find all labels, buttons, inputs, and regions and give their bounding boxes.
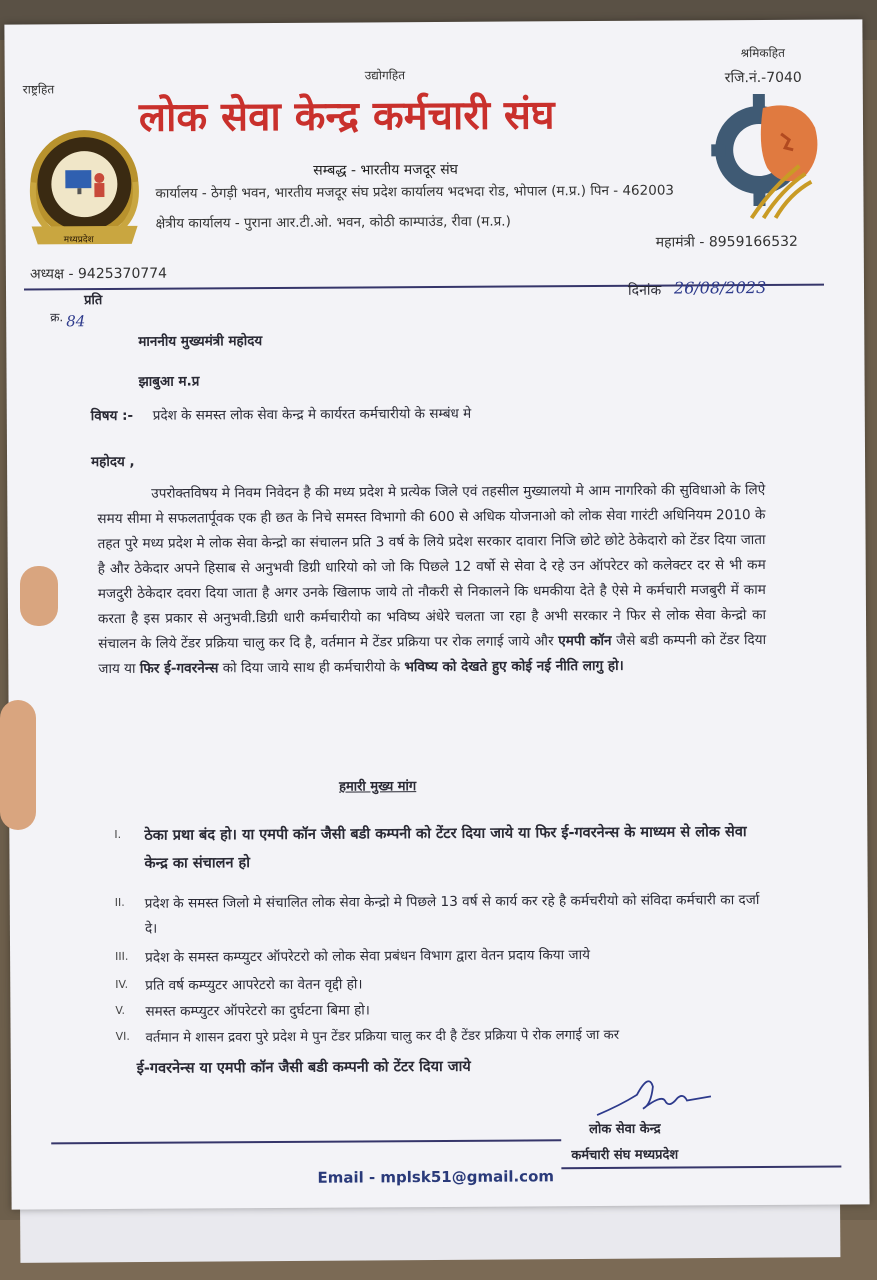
holding-finger-bottom [0, 700, 36, 830]
registration-number: रजि.नं.-7040 [724, 69, 802, 87]
signature-line-1: लोक सेवा केन्द्र [589, 1121, 661, 1138]
recipient-place: झाबुआ म.प्र [138, 373, 200, 390]
salutation: महोदय , [91, 453, 135, 471]
signature-mark [591, 1064, 731, 1125]
body-text-3: को दिया जाये साथ ही कर्मचारीयो के [222, 659, 401, 677]
organization-title: लोक सेवा केन्द्र कर्मचारी संघ [138, 91, 555, 141]
subject-text: प्रदेश के समस्त लोक सेवा केन्द्र मे कार्यरत कर्मचारीयो के सम्बंध मे [152, 405, 472, 424]
right-tag: श्रमिकहित [740, 45, 785, 61]
body-bold-egov: फिर ई-गवरनेन्स [139, 660, 219, 677]
demand-text: समस्त कम्प्युटर ऑपरेटरो का दुर्घटना बिमा हो। [145, 1002, 370, 1020]
demand-item-5 [115, 996, 775, 1025]
demand-text: प्रदेश के समस्त कम्प्युटर ऑपरेटरो को लोक सेवा प्रबंधन विभाग द्वारा वेतन प्रदाय किया जाये [145, 947, 591, 966]
body-text: उपरोक्तविषय मे निवम निवेदन है की मध्य प्रदेश मे प्रत्येक जिले एवं तहसील मुख्यालयो मे आम नागरिको की सुविधाओ के लिऐ समय सीमा मे सफलतार्पूवक एक ही छत के निचे समस्त विभागो की 600 से अधिक योजनाओ को लोक सेवा गारंटी अधिनियम 2010 के तहत पुरे मध्य प्रदेश मे लोक सेवा केन्द्रो का संचालन प्रति 3 वर्ष के लिये प्रदेश सरकार दावारा निजि छोटे छोटे ठेकेदारो को टेंडर दिया जाता है और ठेकेदार अपने हिसाब से अनुभवी डिग्री धारियो को जो कि पिछले 12 वर्षो से सेवा दे रहे उन ऑपरेटर को कलेक्टर दर से भी कम मजदुरी ठेकेदार दवरा दिया जाता है अगर उनके खिलाफ जाये तो नौकरी से निकालने कि धमकीया देते है ऐसे मे कर्मचारी मजबुरी में काम करता है इस प्रकार से अनुभवी.डिग्री धारी कर्मचारीयो का भविष्य अंधेरे चलता जा रहा है अभी सरकार ने फिर से लोक सेवा केन्द्रो का संचालन के लिये टेंडर प्रक्रिया चालु कर दि है, वर्तमान मे टेंडर प्रक्रिया पर रोक लगाई जाये और [97, 481, 767, 653]
reference-number: 84 [66, 312, 86, 331]
recipient-title: माननीय मुख्यमंत्री महोदय [138, 333, 263, 350]
demand-item-2 [115, 888, 775, 942]
holding-finger-top [20, 566, 58, 626]
signature-line-2: कर्मचारी संघ मध्यप्रदेश [571, 1147, 679, 1164]
seal-label: मध्यप्रदेश [63, 235, 94, 246]
demand-number: I. [114, 827, 122, 841]
body-text-2: जैसे बडी कम्पनी को टेंडर दिया जाय या [98, 631, 767, 678]
demands-heading: हमारी मुख्य मांग [339, 779, 417, 795]
office-address: कार्यालय - ठेगड़ी भवन, भारतीय मजदूर संघ प्रदेश कार्यालय भदभदा रोड, भोपाल (म.प्र.) पिन - 462003 [155, 182, 675, 202]
demands-closing: ई-गवरनेन्स या एमपी कॉन जैसी बडी कम्पनी को टेंटर दिया जाये [136, 1058, 471, 1077]
body-bold-policy: भविष्य को देखते हुए कोई नई नीति लागु हो। [404, 657, 624, 676]
left-tag: राष्ट्रहित [22, 82, 55, 97]
prati-label: प्रति [84, 293, 103, 309]
body-paragraph [97, 478, 766, 682]
secretary-phone: महामंत्री - 8959166532 [655, 233, 798, 251]
footer-rule-left [51, 1139, 561, 1144]
demand-item-1 [114, 818, 774, 878]
seal-logo [25, 122, 144, 255]
date-value: 26/08/2023 [673, 277, 767, 298]
demand-text: प्रति वर्ष कम्प्युटर आपरेटरो का वेतन वृद्दी हो। [145, 976, 363, 994]
demand-item-4 [115, 970, 775, 999]
demand-number: II. [114, 895, 125, 909]
demand-number: VI. [115, 1029, 130, 1043]
demand-number: V. [115, 1003, 126, 1017]
subject-label: विषय :- [90, 407, 134, 425]
letter-page [4, 19, 869, 1209]
footer-email: Email - mplsk51@gmail.com [317, 1167, 555, 1187]
date-label: दिनांक [627, 282, 662, 299]
footer-rule-right [561, 1166, 841, 1170]
demand-number: III. [115, 949, 129, 963]
reference-label: क्र. [50, 310, 64, 325]
center-tag: उद्योगहित [364, 68, 406, 83]
body-bold-mpcon: एमपी कॉन [558, 632, 612, 650]
demand-item-3 [115, 942, 775, 971]
demand-number: IV. [115, 977, 129, 991]
demand-item-6 [116, 1022, 796, 1051]
regional-office-address: क्षेत्रीय कार्यालय - पुराना आर.टी.ओ. भवन, कोठी काम्पाउंड, रीवा (म.प्र.) [155, 213, 511, 232]
worker-emblem-logo [711, 88, 832, 221]
affiliation: सम्बद्ध - भारतीय मजदूर संघ [313, 161, 458, 179]
president-phone: अध्यक्ष - 9425370774 [29, 265, 168, 283]
demand-text: प्रदेश के समस्त जिलो मे संचालित लोक सेवा केन्द्रो मे पिछले 13 वर्ष से कार्य कर रहे है कर्मचरीयो को संविदा कर्मचारी का दर्जा दे। [144, 892, 760, 937]
demand-text: ठेका प्रथा बंद हो। या एमपी कॉन जैसी बडी कम्पनी को टेंटर दिया जाये या फिर ई-गवरनेन्स के माध्यम से लोक सेवा केन्द्र का संचालन हो [144, 824, 747, 872]
demand-text: वर्तमान मे शासन द्रवरा पुरे प्रदेश मे पुन टेंडर प्रक्रिया चालु कर दी है टेंडर प्रक्रिया पे रोक लगाई जा कर [145, 1027, 620, 1046]
